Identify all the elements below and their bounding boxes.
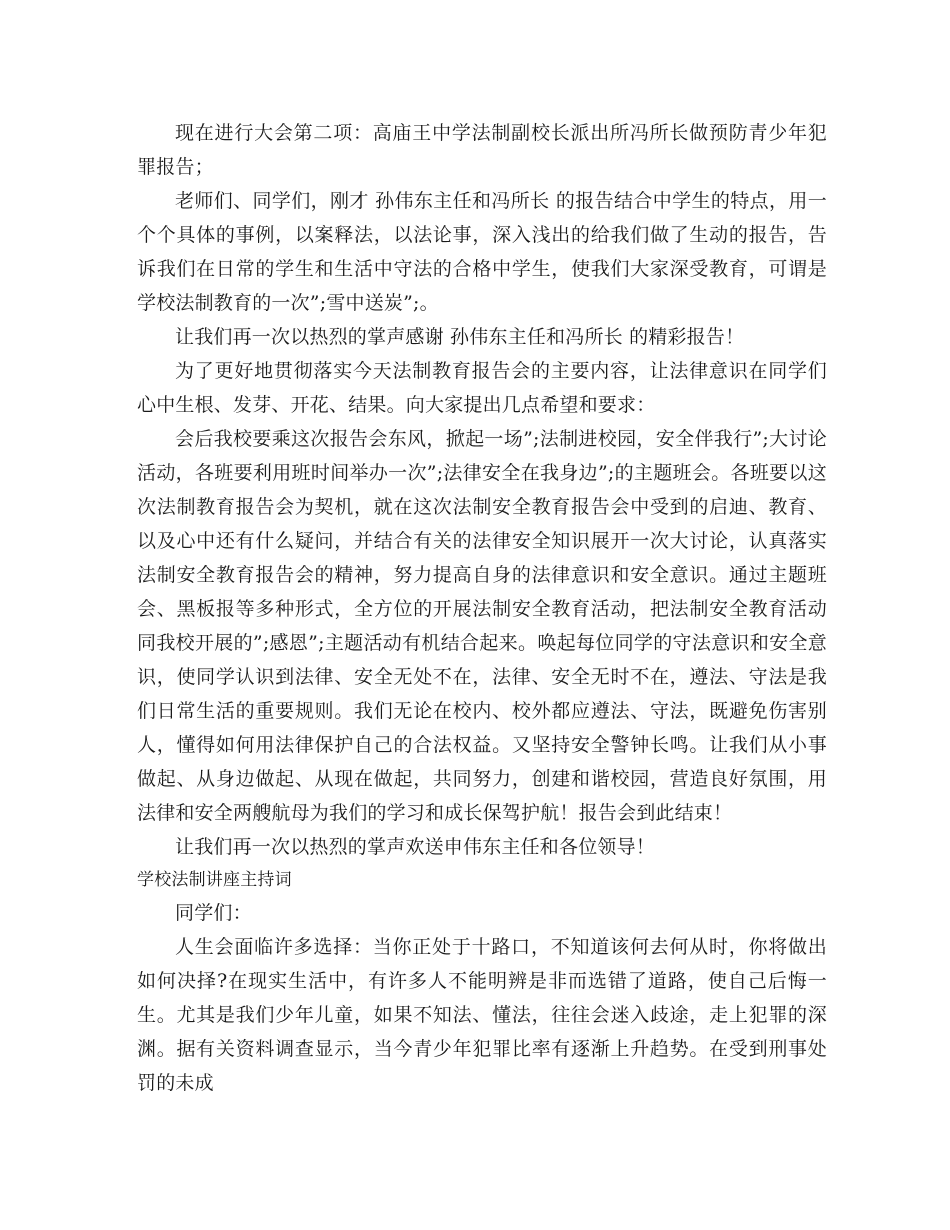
- section-title: 学校法制讲座主持词: [137, 870, 292, 890]
- paragraph-thanks: 让我们再一次以热烈的掌声感谢 孙伟东主任和冯所长 的精彩报告！: [175, 326, 745, 348]
- paragraph-requirements-body: 会后我校要乘这次报告会东风，掀起一场”;法制进校园，安全伴我行”;大讨论活动，各班要利用班时间举办一次”;法律安全在我身边”;的主题班会。各班要以这次法制教育报告会为契机，就在这次法制安全教育报告会中受到的启迪、教育、以及心中还有什么疑问，并结合有关的法律安全知识展开一次大讨论，认真落实法制安全教育报告会的精神，努力提高自身的法律意识和安全意识。通过主题班会、黑板报等多种形式，全方位的开展法制安全教育活动，把法制安全教育活动同我校开展的”;感恩”;主题活动有机结合起来。唤起每位同学的守法意识和安全意识，使同学认识到法律、安全无处不在，法律、安全无时不在，遵法、守法是我们日常生活的重要规则。我们无论在校内、校外都应遵法、守法，既避免伤害别人，懂得如何用法律保护自己的合法权益。又坚持安全警钟长鸣。让我们从小事做起、从身边做起、从现在做起，共同努力，创建和谐校园，营造良好氛围，用法律和安全两艘航母为我们的学习和成长保驾护航！报告会到此结束！: [137, 428, 827, 824]
- paragraph-agenda-item-two: 现在进行大会第二项：高庙王中学法制副校长派出所冯所长做预防青少年犯罪报告；: [137, 122, 827, 178]
- paragraph-requirements-intro: 为了更好地贯彻落实今天法制教育报告会的主要内容，让法律意识在同学们心中生根、发芽、开花、结果。向大家提出几点希望和要求：: [137, 360, 827, 416]
- paragraph-life-choices: 人生会面临许多选择：当你正处于十路口，不知道该何去何从时，你将做出如何决择?在现实生活中，有许多人不能明辨是非而选错了道路，使自己后悔一生。尤其是我们少年儿童，如果不知法、懂法，往往会迷入歧途，走上犯罪的深渊。据有关资料调查显示，当今青少年犯罪比率有逐渐上升趋势。在受到刑事处罚的未成: [137, 936, 827, 1094]
- paragraph-greeting: 同学们：: [175, 902, 252, 924]
- paragraph-report-summary: 老师们、同学们，刚才 孙伟东主任和冯所长 的报告结合中学生的特点，用一个个具体的事例，以案释法，以法论事，深入浅出的给我们做了生动的报告，告诉我们在日常的学生和生活中守法的合格中学生，使我们大家深受教育，可谓是学校法制教育的一次”;雪中送炭”;。: [137, 190, 827, 314]
- document-body: [137, 116, 827, 1100]
- paragraph-farewell: 让我们再一次以热烈的掌声欢送申伟东主任和各位领导！: [175, 836, 656, 858]
